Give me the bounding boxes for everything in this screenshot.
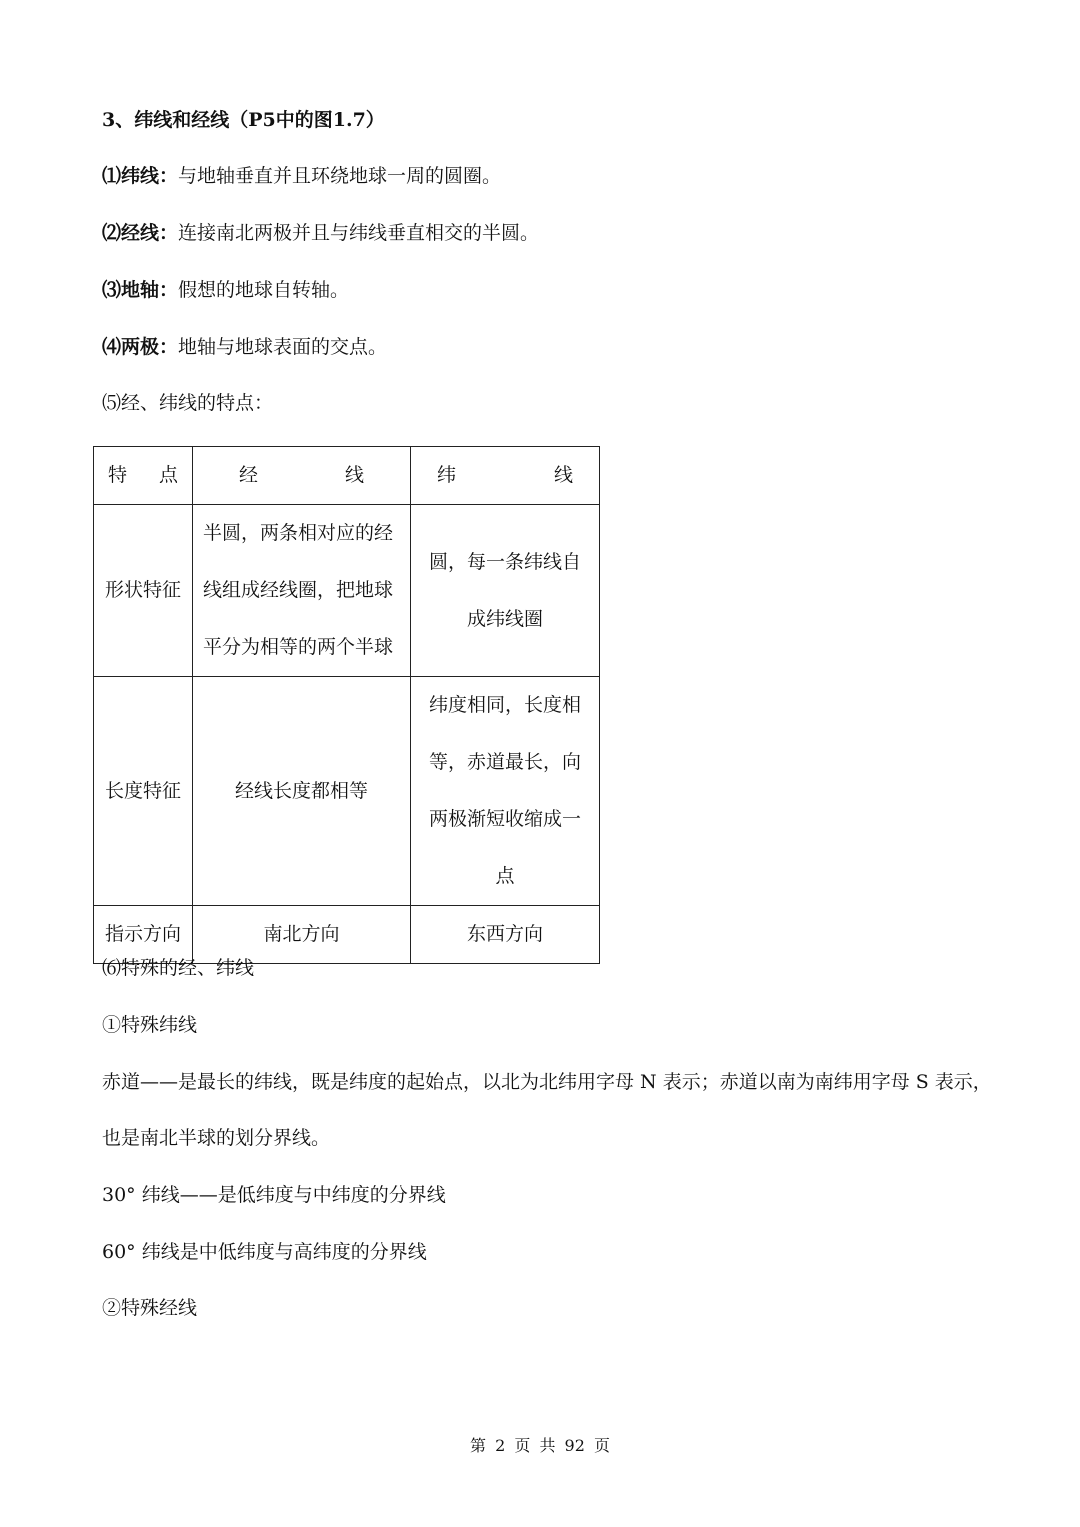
definition-text: 假想的地球自转轴。: [178, 279, 350, 301]
special-parallels-title: ①特殊纬线: [102, 1014, 198, 1036]
definition-text: 连接南北两极并且与纬线垂直相交的半圆。: [178, 222, 540, 244]
row-meridian: 经线长度都相等: [193, 677, 411, 906]
special-lines-title: ⑹特殊的经、纬线: [102, 957, 255, 979]
definition-label: ⑵经线：: [102, 222, 179, 244]
header-feature-char: 特: [108, 464, 128, 486]
row-meridian: 半圆，两条相对应的经线组成经线圈，把地球平分为相等的两个半球: [193, 505, 411, 677]
header-meridian-char: 线: [344, 464, 364, 486]
special-meridians-title: ②特殊经线: [102, 1297, 198, 1319]
header-feature-char: 点: [158, 464, 178, 486]
definition-text: 地轴与地球表面的交点。: [178, 336, 388, 358]
section-title: 3、纬线和经线（P5中的图1.7）: [102, 109, 385, 131]
equator-line-2: 也是南北半球的划分界线。: [102, 1127, 331, 1149]
definition-label: ⑴纬线：: [102, 165, 179, 187]
row-label: 长度特征: [94, 677, 193, 906]
row-label: 指示方向: [94, 906, 193, 964]
page-footer: 第 2 页 共 92 页: [470, 1436, 610, 1455]
table-row: [94, 505, 600, 677]
row-parallel: 圆，每一条纬线自成纬线圈: [411, 505, 600, 677]
table-row: [94, 677, 600, 906]
header-feature: [94, 447, 193, 505]
header-parallel-char: 线: [553, 464, 573, 486]
definition-label: ⑶地轴：: [102, 279, 179, 301]
table-header-row: [94, 447, 600, 505]
table-intro: ⑸经、纬线的特点：: [102, 392, 274, 414]
header-parallel: [411, 447, 600, 505]
row-parallel: 纬度相同，长度相等，赤道最长，向两极渐短收缩成一点: [411, 677, 600, 906]
row-label: 形状特征: [94, 505, 193, 677]
features-table: [93, 446, 600, 964]
latitude-60-line: 60° 纬线是中低纬度与高纬度的分界线: [102, 1241, 427, 1263]
row-meridian: 南北方向: [193, 906, 411, 964]
definition-axis: [102, 278, 349, 302]
table-row: [94, 906, 600, 964]
equator-line-1: 赤道——是最长的纬线，既是纬度的起始点，以北为北纬用字母 N 表示；赤道以南为南纬用字母 S 表示，: [102, 1071, 992, 1093]
definition-poles: [102, 335, 387, 359]
definition-text: 与地轴垂直并且环绕地球一周的圆圈。: [178, 165, 502, 187]
latitude-30-line: 30° 纬线——是低纬度与中纬度的分界线: [102, 1184, 446, 1206]
row-parallel: 东西方向: [411, 906, 600, 964]
header-parallel-char: 纬: [437, 464, 457, 486]
header-meridian: [193, 447, 411, 505]
definition-label: ⑷两极：: [102, 336, 179, 358]
definition-meridian: [102, 221, 539, 245]
header-meridian-char: 经: [239, 464, 259, 486]
definition-parallel: [102, 164, 501, 188]
